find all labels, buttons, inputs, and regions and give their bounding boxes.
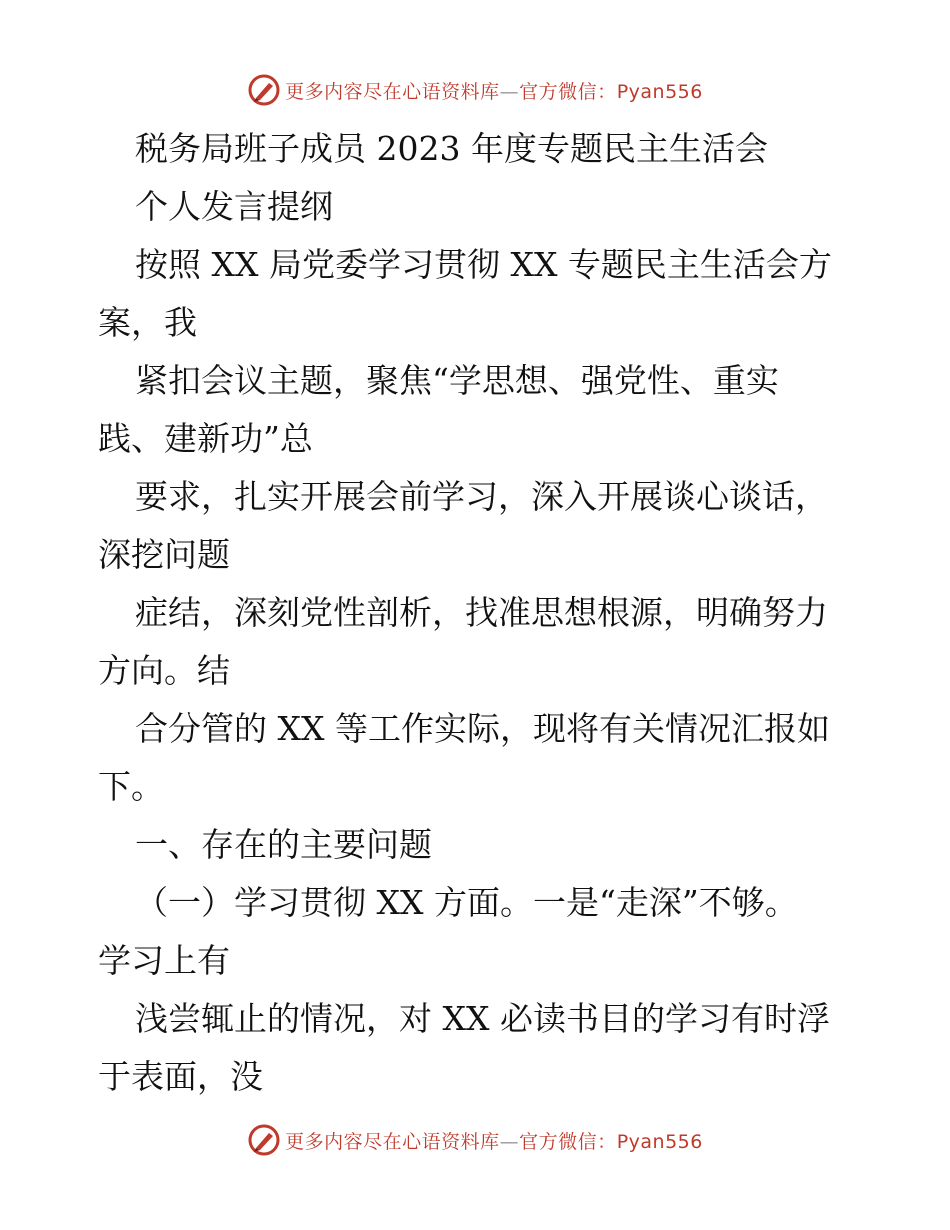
header-banner bbox=[0, 70, 950, 110]
doc-line: 税务局班子成员 2023 年度专题民主生活会 bbox=[135, 129, 768, 168]
banner-contact-value: Pyan556 bbox=[616, 1130, 703, 1153]
doc-line: 深挖问题 bbox=[98, 535, 230, 574]
doc-line: 合分管的 XX 等工作实际，现将有关情况汇报如 bbox=[135, 709, 830, 748]
footer-banner bbox=[0, 1120, 950, 1160]
banner-text bbox=[285, 1127, 703, 1154]
pen-logo-icon bbox=[247, 73, 281, 107]
banner-contact-value: Pyan556 bbox=[616, 80, 703, 103]
pen-logo-icon bbox=[247, 1123, 281, 1157]
banner-brand: 更多内容尽在心语资料库 bbox=[285, 80, 500, 103]
banner-dash: — bbox=[499, 1130, 520, 1153]
doc-line: （一）学习贯彻 XX 方面。一是“走深”不够。 bbox=[135, 883, 798, 922]
doc-line: 方向。结 bbox=[98, 651, 230, 690]
doc-line: 个人发言提纲 bbox=[135, 187, 333, 226]
document-body bbox=[98, 120, 858, 1106]
banner-dash: — bbox=[499, 80, 520, 103]
banner-contact-label: 官方微信： bbox=[519, 80, 617, 103]
doc-line: 学习上有 bbox=[98, 941, 230, 980]
doc-line: 浅尝辄止的情况，对 XX 必读书目的学习有时浮 bbox=[135, 999, 830, 1038]
banner-brand: 更多内容尽在心语资料库 bbox=[285, 1130, 500, 1153]
banner-contact-label: 官方微信： bbox=[519, 1130, 617, 1153]
doc-line: 紧扣会议主题，聚焦“学思想、强党性、重实 bbox=[135, 361, 779, 400]
doc-line: 下。 bbox=[98, 767, 164, 806]
doc-line: 践、建新功”总 bbox=[98, 419, 313, 458]
doc-line: 按照 XX 局党委学习贯彻 XX 专题民主生活会方 bbox=[135, 245, 832, 284]
doc-line: 案，我 bbox=[98, 303, 197, 342]
banner-text bbox=[285, 77, 703, 104]
doc-line: 一、存在的主要问题 bbox=[135, 825, 432, 864]
doc-line: 于表面，没 bbox=[98, 1057, 263, 1096]
doc-line: 症结，深刻党性剖析，找准思想根源，明确努力 bbox=[135, 593, 828, 632]
doc-line: 要求，扎实开展会前学习，深入开展谈心谈话， bbox=[135, 477, 828, 516]
